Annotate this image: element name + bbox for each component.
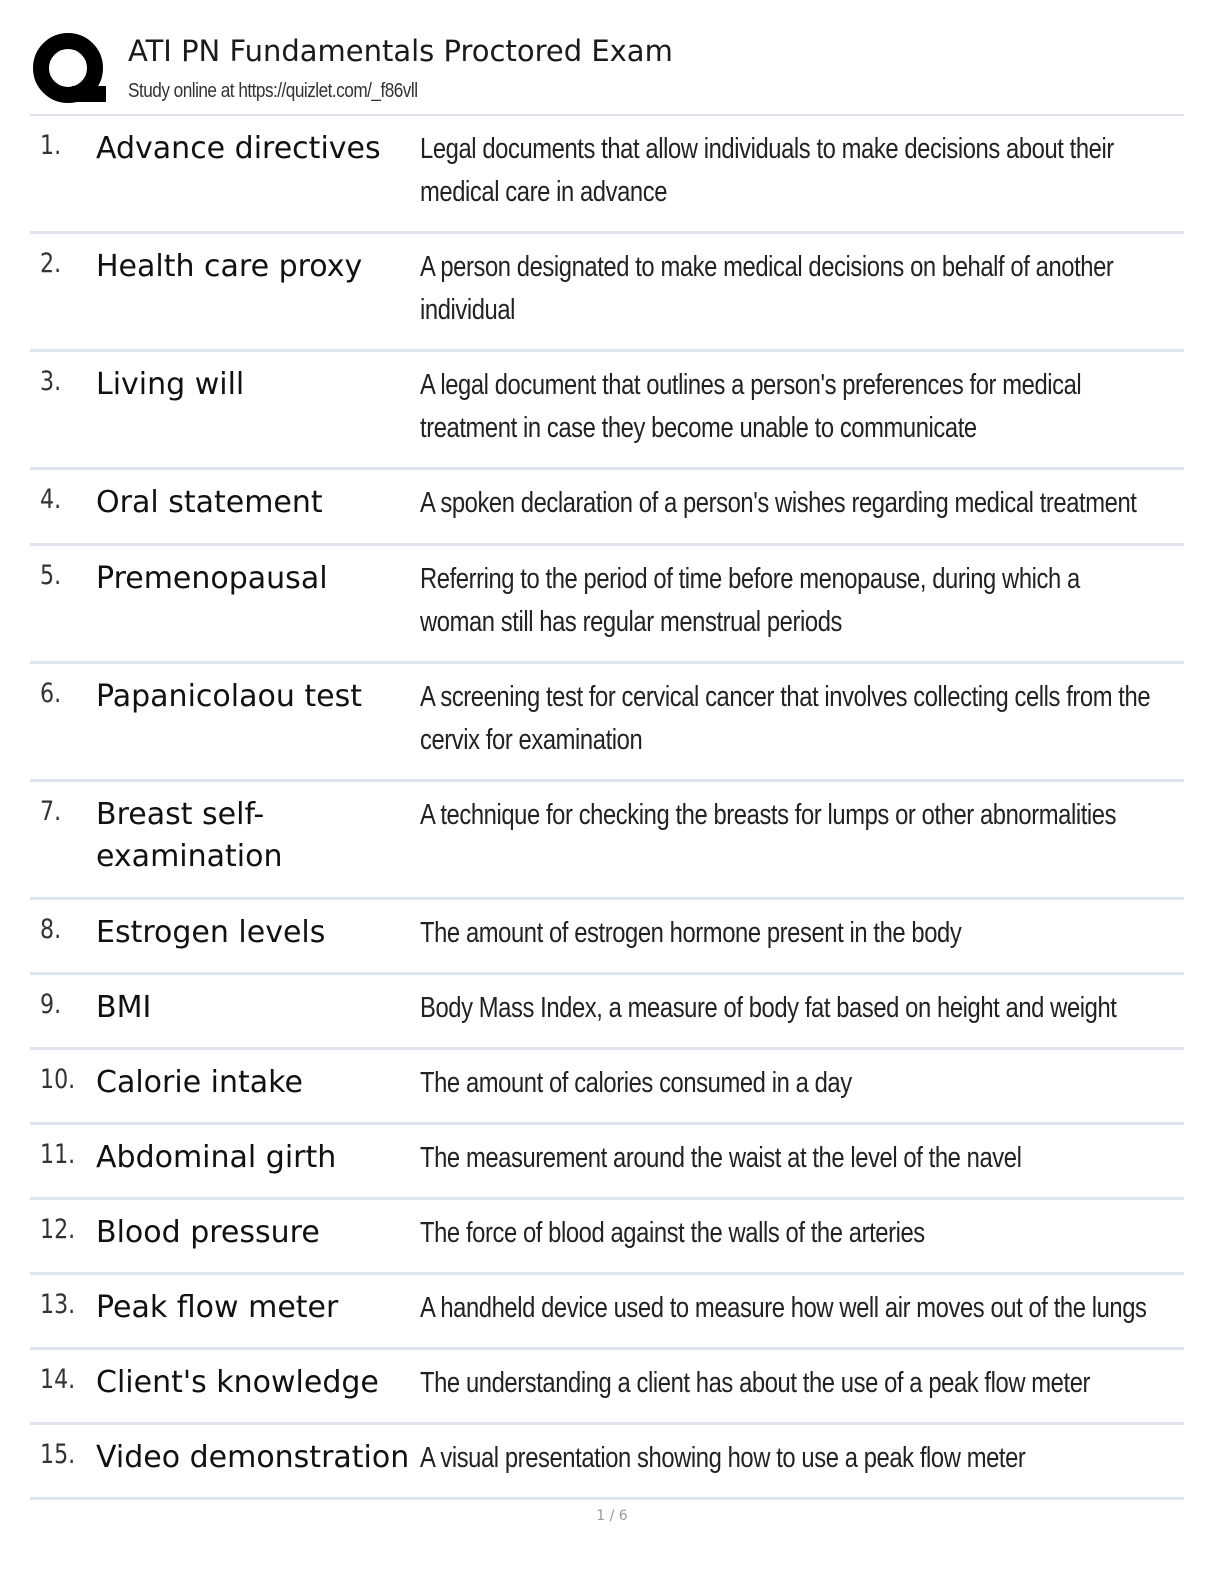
card-number: 3. bbox=[40, 366, 62, 397]
card-definition: A legal document that outlines a person's preferences for medical treatment in case they become unable to communicate bbox=[420, 369, 1082, 444]
flashcard-row bbox=[30, 546, 1184, 664]
card-number: 13. bbox=[40, 1289, 76, 1320]
card-definition: Legal documents that allow individuals to make decisions about their medical care in advance bbox=[420, 133, 1114, 208]
study-online-link-text[interactable]: Study online at https://quizlet.com/_f86vll bbox=[128, 80, 418, 102]
card-number: 14. bbox=[40, 1364, 76, 1395]
card-term: Health care proxy bbox=[96, 249, 363, 284]
card-number: 4. bbox=[40, 484, 62, 515]
card-number: 5. bbox=[40, 560, 62, 591]
card-number: 15. bbox=[40, 1439, 76, 1470]
card-term: Peak flow meter bbox=[96, 1290, 339, 1325]
card-term: Abdominal girth bbox=[96, 1140, 337, 1175]
card-term: Blood pressure bbox=[96, 1215, 320, 1250]
card-definition: The measurement around the waist at the level of the navel bbox=[420, 1142, 1022, 1174]
card-definition: A visual presentation showing how to use a peak flow meter bbox=[420, 1442, 1026, 1474]
flashcard-row bbox=[30, 1350, 1184, 1425]
flashcard-row bbox=[30, 1200, 1184, 1275]
card-definition: The amount of estrogen hormone present in the body bbox=[420, 917, 962, 949]
card-definition: Referring to the period of time before menopause, during which a woman still has regular menstrual periods bbox=[420, 563, 1080, 638]
flashcard-row bbox=[30, 782, 1184, 900]
card-number: 9. bbox=[40, 989, 62, 1020]
flashcard-list bbox=[30, 116, 1184, 1500]
flashcard-row bbox=[30, 900, 1184, 975]
card-term: Video demonstration bbox=[96, 1440, 410, 1475]
card-definition: A spoken declaration of a person's wishes regarding medical treatment bbox=[420, 487, 1137, 519]
card-definition: The force of blood against the walls of the arteries bbox=[420, 1217, 925, 1249]
card-definition: A handheld device used to measure how well air moves out of the lungs bbox=[420, 1292, 1147, 1324]
flashcard-row bbox=[30, 234, 1184, 352]
card-number: 10. bbox=[40, 1064, 76, 1095]
card-term: Breast self-examination bbox=[96, 797, 283, 874]
card-definition: The amount of calories consumed in a day bbox=[420, 1067, 852, 1099]
card-term: Oral statement bbox=[96, 485, 323, 520]
flashcard-row bbox=[30, 116, 1184, 234]
card-number: 11. bbox=[40, 1139, 76, 1170]
card-number: 8. bbox=[40, 914, 62, 945]
card-definition: Body Mass Index, a measure of body fat based on height and weight bbox=[420, 992, 1117, 1024]
card-definition: A screening test for cervical cancer that involves collecting cells from the cervix for examination bbox=[420, 681, 1151, 756]
card-number: 12. bbox=[40, 1214, 76, 1245]
card-number: 6. bbox=[40, 678, 62, 709]
card-number: 1. bbox=[40, 130, 62, 161]
flashcard-row bbox=[30, 470, 1184, 546]
card-number: 2. bbox=[40, 248, 62, 279]
card-term: Premenopausal bbox=[96, 561, 328, 596]
flashcard-row bbox=[30, 352, 1184, 470]
flashcard-row bbox=[30, 1050, 1184, 1125]
card-term: Living will bbox=[96, 367, 245, 402]
flashcard-row bbox=[30, 1425, 1184, 1500]
card-definition: A person designated to make medical decisions on behalf of another individual bbox=[420, 251, 1114, 326]
page-indicator: 1 / 6 bbox=[596, 1508, 628, 1524]
card-term: Calorie intake bbox=[96, 1065, 303, 1100]
flashcard-row bbox=[30, 1275, 1184, 1350]
card-definition: The understanding a client has about the use of a peak flow meter bbox=[420, 1367, 1091, 1399]
card-term: Estrogen levels bbox=[96, 915, 326, 950]
document-title: ATI PN Fundamentals Proctored Exam bbox=[128, 34, 673, 68]
card-term: BMI bbox=[96, 990, 152, 1025]
card-term: Advance directives bbox=[96, 131, 381, 166]
quizlet-logo-icon bbox=[30, 30, 110, 110]
card-number: 7. bbox=[40, 796, 62, 827]
flashcard-row bbox=[30, 975, 1184, 1050]
flashcard-row bbox=[30, 664, 1184, 782]
card-term: Client's knowledge bbox=[96, 1365, 379, 1400]
card-term: Papanicolaou test bbox=[96, 679, 362, 714]
flashcard-row bbox=[30, 1125, 1184, 1200]
page-header bbox=[30, 28, 1184, 114]
card-definition: A technique for checking the breasts for lumps or other abnormalities bbox=[420, 799, 1117, 831]
